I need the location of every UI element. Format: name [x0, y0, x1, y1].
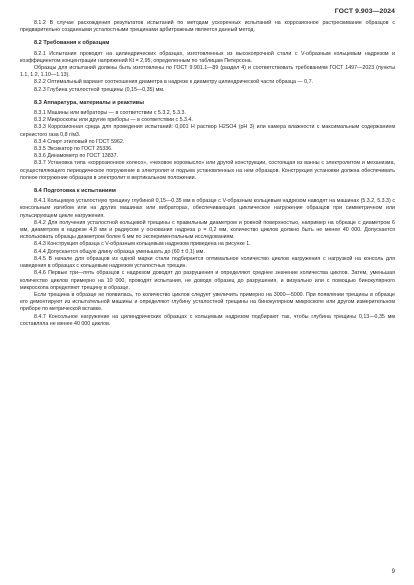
paragraph-8-3-7: 8.3.7 Установка типа «коррозионное колесо», «чеховое коромысло» или другой конструкции, состоящая из ванны с электролитом и механизма, осуществляющего периодическое погружение в электролит и подъем установленных на нем образцов. Конструкция установки должна обеспечивать полное погружение образцов в электролит в вертикальном положении.: [20, 160, 395, 181]
paragraph-8-4-1: 8.4.1 Кольцевую усталостную трещину глубиной 0,15—0,35 мм в образце с V-образным кольцевым надрезом наводят на машинах (5.3.2, 5.3.3) с консольным изгибом или на других машинах или вибраторах, обеспечивающих циклическое нагружение образцов при симметричном или пульсирующем цикле нагружения.: [20, 198, 395, 219]
section-heading-8-4: 8.4 Подготовка к испытаниям: [34, 188, 116, 195]
paragraph-8-3-3: 8.3.3 Коррозионная среда для проведения испытаний: 0,001 Н раствор H2SO4 (pH 3) или камера влажности с максимальным содержанием сернистого газа 0,8 г/м3.: [20, 124, 395, 138]
paragraph-8-4-3: 8.4.3 Конструкция образца с V-образным кольцевым надрезом приведена на рисунке 1.: [34, 241, 251, 248]
paragraph-8-4-6b: Если трещина в образце не появилась, то количество циклов следует увеличить примерно на 3000—5000. При появлении трещины в образце его демонтируют из испытательной машины и определяют глубину усталостной трещины на бинокулярном микроскопе или другом измерительном приборе по метрической вставке.: [20, 291, 395, 313]
paragraph-8-3-5: 8.3.5 Эксикатор по ГОСТ 25336.: [34, 146, 113, 153]
section-heading-8-3: 8.3 Аппаратура, материалы и реактивы: [34, 99, 145, 106]
paragraph-8-2-1b: Образцы для испытаний должны быть изготовлены по ГОСТ 9.901.1—89 (раздел 4) и соответствовать требованиям ГОСТ 1497—2023 (пункты 1.1, 1.2, 1.10—1.13).: [20, 65, 395, 79]
paragraph-8-3-4: 8.3.4 Спирт этиловый по ГОСТ 5962.: [34, 138, 125, 145]
page-number: 9: [391, 569, 395, 575]
section-heading-8-2: 8.2 Требования к образцам: [34, 40, 110, 47]
paragraph-8-1-2: 8.1.2 В случае расхождения результатов испытаний по методам ускоренных испытаний на коррозионное растрескивание образцов с предварительно созданными усталостными трещинами арбитражным является данный метод.: [20, 20, 395, 34]
paragraph-8-2-3: 8.2.3 Глубина усталостной трещины (0,15—0,35) мм.: [34, 86, 165, 93]
document-body: [20, 20, 395, 328]
paragraph-8-4-7: 8.4.7 Консольное нагружение на цилиндрических образцах с кольцевым надрезом подбирают так, чтобы глубина трещины 0,13—0,35 мм составляла не менее 40 000 циклов.: [20, 313, 395, 327]
paragraph-8-4-4: 8.4.4 Допускается общую длину образца уменьшать до (60 ± 0,1) мм.: [34, 248, 205, 255]
paragraph-8-3-2: 8.3.2 Микроскопы или другие приборы — в соответствии с 5.3.4.: [34, 117, 193, 124]
paragraph-8-2-2: 8.2.2 Оптимальный вариант соотношения диаметра в надрезе к диаметру цилиндрической части образца — 0,7.: [34, 79, 314, 86]
paragraph-8-4-6: 8.4.6 Первые три—пять образцов с надрезом доводят до разрушения и определяют среднее значение количества циклов. Затем, уменьшая количество циклов примерно на 10 000, проводят испытания, не доводя образец до разрушения, и визуально или с помощью бинокулярного микроскопа определяют трещину в образце.: [20, 270, 395, 291]
standard-header: ГОСТ 9.903—2024: [334, 8, 395, 15]
paragraph-8-4-2: 8.4.2 Для получения усталостной кольцевой трещины с правильным диаметром и ровной поверхностью, например на образце с диаметром 6 мм, диаметром в надрезе 4,8 мм и радиусом у основания надреза ρ = 0,2 мм, количество циклов должно быть не менее 40 000. Допускается использовать образцы диаметром более 6 мм по экспериментальным исследованиям.: [20, 219, 395, 241]
paragraph-8-3-6: 8.3.6 Динамометр по ГОСТ 13837.: [34, 153, 119, 160]
paragraph-8-2-1: 8.2.1 Испытания проводят на цилиндрических образцах, изготовленных из высокопрочной стали с V-образным кольцевым надрезом и коэффициентом концентрации напряжений Kt = 2,95, определенным по таблицам Петерсона.: [20, 50, 395, 64]
paragraph-8-3-1: 8.3.1 Машины или вибраторы — в соответствии с 5.3.2, 5.3.3.: [34, 110, 186, 117]
paragraph-8-4-5: 8.4.5 В начале для образцов из одной марки стали подбирается оптимальное количество циклов нагружения с нагрузкой на консоль для наведения в образцах с кольцевым надрезом усталостных трещин.: [20, 255, 395, 270]
